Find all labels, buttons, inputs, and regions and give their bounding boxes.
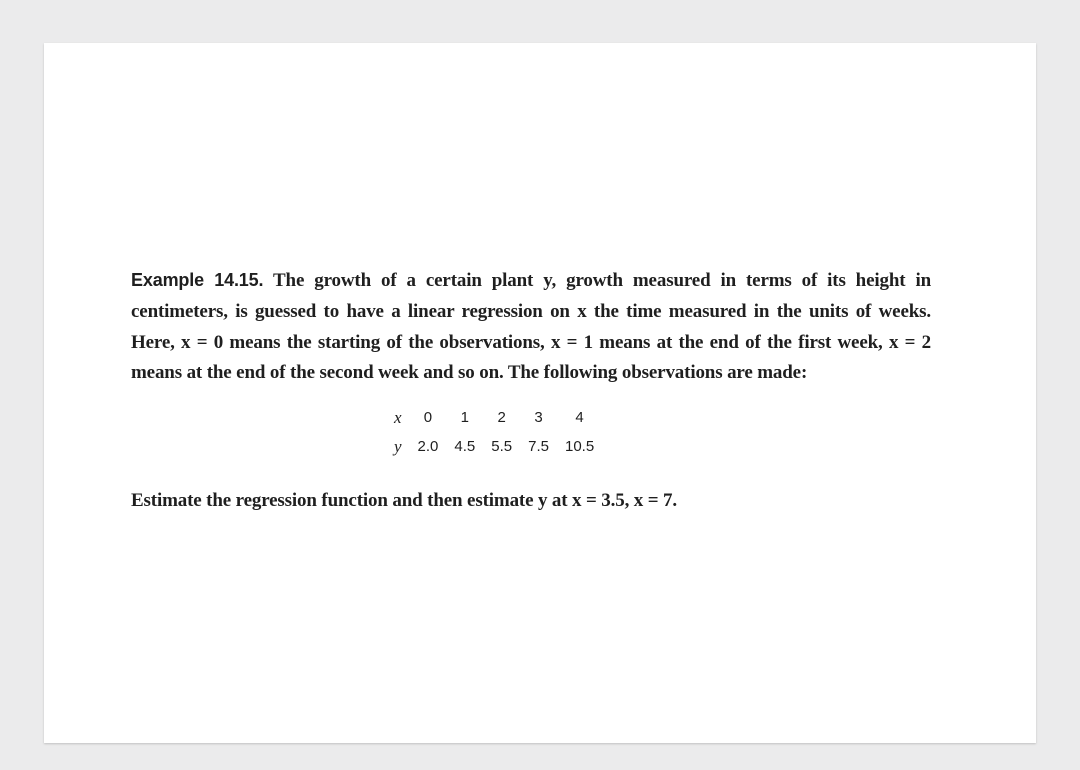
x-label: x bbox=[394, 407, 402, 427]
table-row-x bbox=[386, 403, 602, 432]
x-value: 1 bbox=[460, 409, 469, 427]
document-page bbox=[44, 43, 1036, 743]
y-value: 4.5 bbox=[454, 438, 476, 456]
observations-table bbox=[386, 403, 602, 461]
x-value: 3 bbox=[534, 409, 543, 427]
y-value: 10.5 bbox=[564, 438, 595, 456]
example-label: Example 14.15. bbox=[131, 270, 264, 290]
x-value: 2 bbox=[497, 409, 506, 427]
x-value: 4 bbox=[575, 409, 584, 427]
table-row-y bbox=[386, 432, 602, 461]
y-value: 5.5 bbox=[491, 438, 513, 456]
example-text: The growth of a certain plant y, growth measured in terms of its height in centimeters, is guessed to have a linear regression on x the time measured in the units of weeks. Here, x = 0 means the starting of the observations, x = 1 means at the end of the first week, x = 2 means at the end of the second week and so on. The following observations are made: bbox=[131, 270, 931, 384]
example-content bbox=[131, 265, 931, 512]
y-value: 2.0 bbox=[417, 438, 439, 456]
y-label: y bbox=[394, 436, 402, 456]
task-statement: Estimate the regression function and then estimate y at x = 3.5, x = 7. bbox=[131, 490, 677, 512]
x-value: 0 bbox=[423, 409, 433, 427]
example-paragraph bbox=[131, 265, 931, 389]
y-value: 7.5 bbox=[528, 438, 549, 456]
